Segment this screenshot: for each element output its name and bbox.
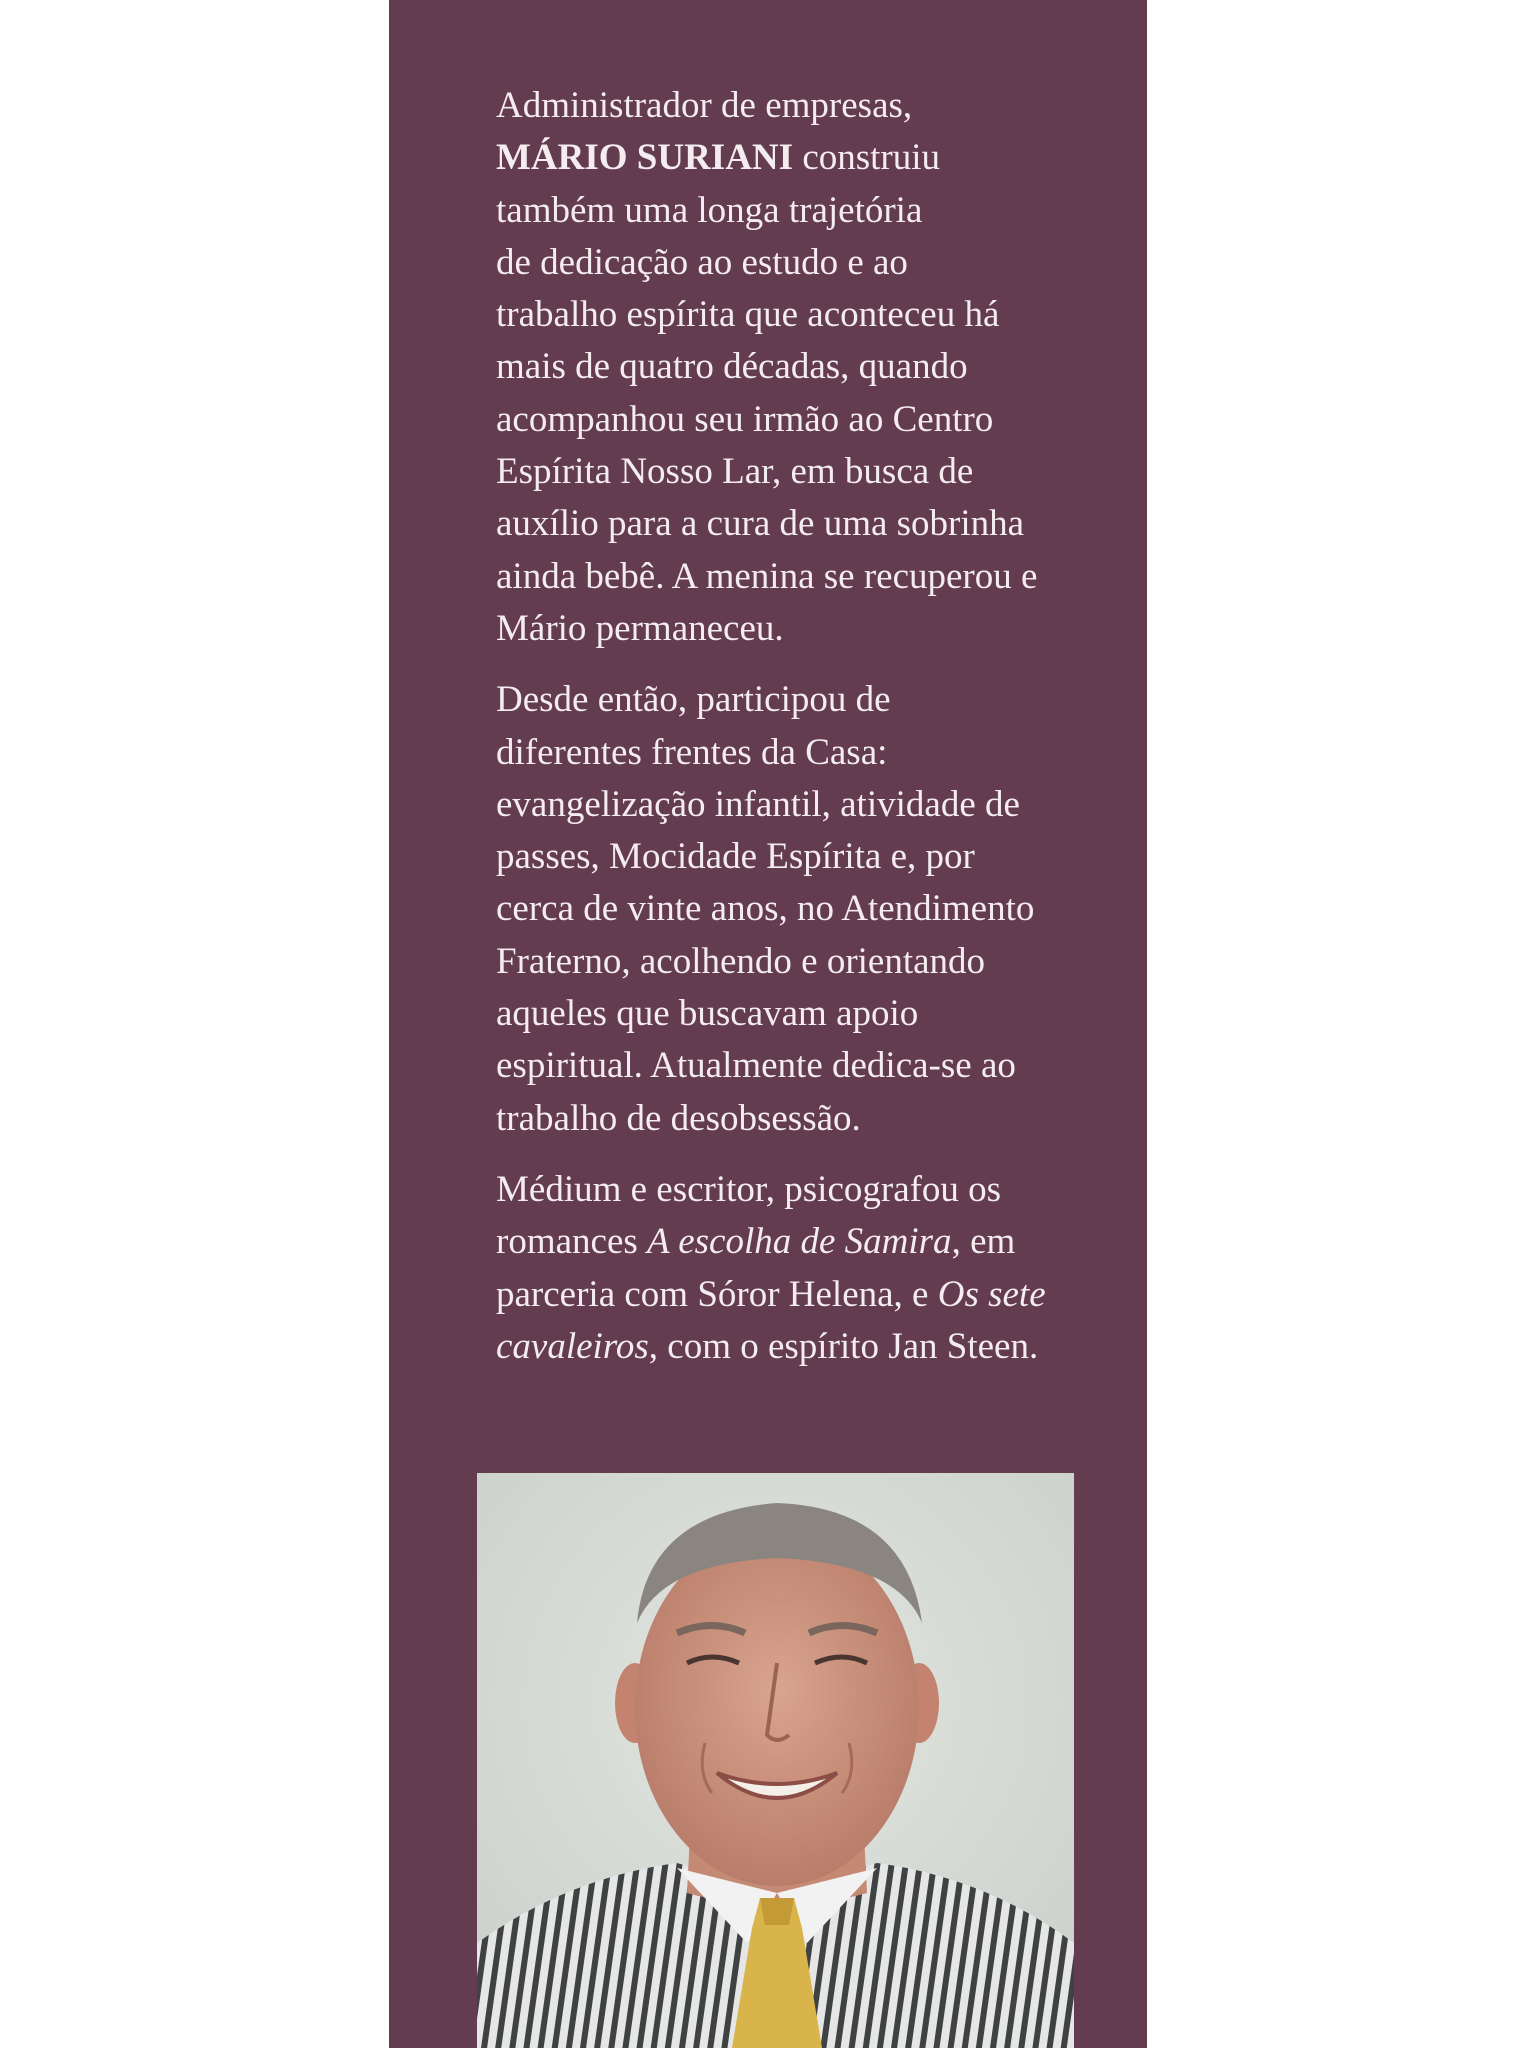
bio-line: trabalho de desobsessão. <box>496 1097 861 1139</box>
bio-line: Mário permaneceu. <box>496 607 784 649</box>
bio-line <box>496 132 1116 184</box>
author-portrait-icon <box>477 1473 1074 2048</box>
author-photo <box>477 1473 1074 2048</box>
bio-line: diferentes frentes da Casa: <box>496 731 888 773</box>
bio-line: evangelização infantil, atividade de <box>496 783 1020 825</box>
bio-paragraph-2 <box>496 674 1116 1145</box>
bio-paragraph-3 <box>496 1164 1116 1373</box>
bio-line <box>496 1269 1116 1321</box>
bio-line: ainda bebê. A menina se recuperou e <box>496 555 1038 597</box>
bio-line <box>496 1321 1116 1373</box>
author-bio <box>496 80 1116 1392</box>
bio-line: mais de quatro décadas, quando <box>496 346 968 388</box>
book-title-sete-cavaleiros: Os sete <box>937 1273 1046 1315</box>
bio-line: cerca de vinte anos, no Atendimento <box>496 888 1035 930</box>
bio-line: auxílio para a cura de uma sobrinha <box>496 503 1025 545</box>
book-title-sete-cavaleiros-cont: cavaleiros <box>496 1325 649 1367</box>
bio-line: Administrador de empresas, <box>496 85 913 126</box>
bio-text: parceria com Sóror Helena, e <box>496 1273 938 1315</box>
bio-line: Espírita Nosso Lar, em busca de <box>496 451 974 493</box>
bio-line: Fraterno, acolhendo e orientando <box>496 940 986 982</box>
author-name: MÁRIO SURIANI <box>496 137 794 179</box>
bio-line <box>496 1216 1116 1268</box>
bio-line: de dedicação ao estudo e ao <box>496 241 908 283</box>
bio-line: acompanhou seu irmão ao Centro <box>496 398 994 440</box>
bio-line: também uma longa trajetória <box>496 189 923 231</box>
bio-text: romances <box>496 1221 648 1263</box>
bio-line: Desde então, participou de <box>496 679 891 721</box>
bio-line: Médium e escritor, psicografou os <box>496 1168 1002 1210</box>
book-title-samira: A escolha de Samira <box>647 1221 952 1263</box>
bio-text: , com o espírito Jan Steen. <box>648 1325 1039 1367</box>
bio-text: , em <box>951 1221 1016 1263</box>
bio-line: passes, Mocidade Espírita e, por <box>496 836 975 878</box>
bio-line: trabalho espírita que aconteceu há <box>496 294 1000 336</box>
bio-text: construiu <box>793 137 941 179</box>
bio-line: aqueles que buscavam apoio <box>496 993 919 1035</box>
bio-paragraph-1 <box>496 80 1116 655</box>
bio-line: espiritual. Atualmente dedica-se ao <box>496 1045 1016 1087</box>
